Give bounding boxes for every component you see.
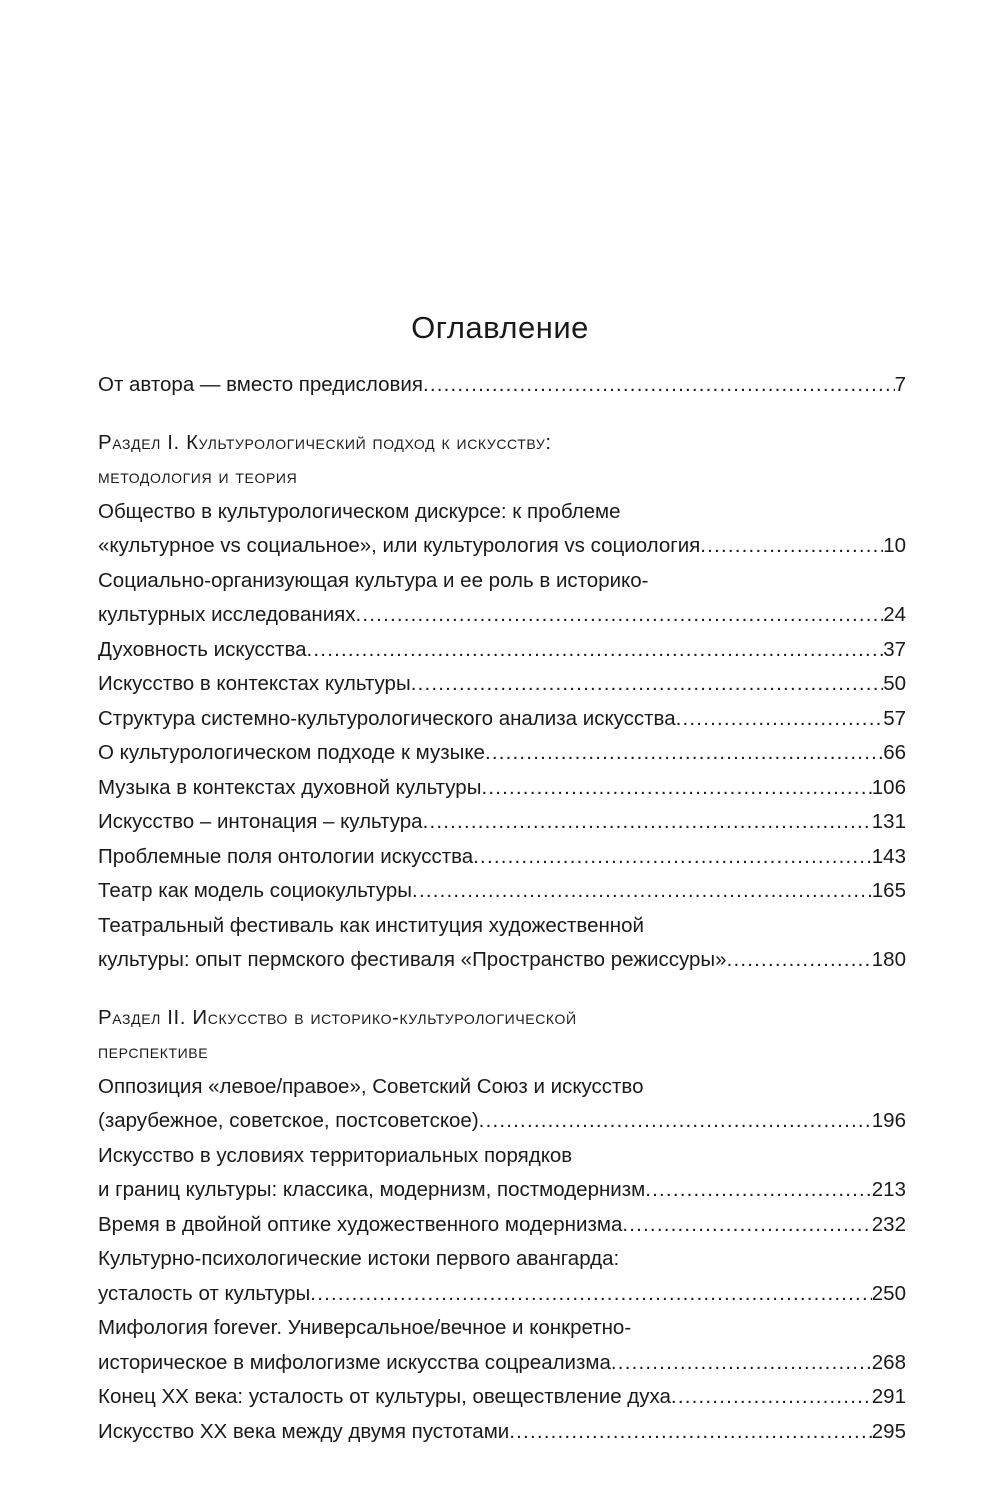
page-number: 143 bbox=[871, 844, 906, 868]
toc-line bbox=[98, 736, 906, 771]
dot-leader bbox=[479, 1104, 872, 1139]
toc-line bbox=[98, 495, 906, 530]
toc-entry[interactable] bbox=[98, 1311, 906, 1380]
entry-title: О культурологическом подходе к музыке bbox=[98, 741, 485, 764]
toc-line bbox=[98, 874, 906, 909]
entry-title: Культурно-психологические истоки первого авангарда: bbox=[98, 1247, 620, 1270]
page-number: 106 bbox=[871, 775, 906, 799]
toc-line bbox=[98, 1139, 906, 1174]
entry-title: Время в двойной оптике художественного модернизма bbox=[98, 1212, 623, 1236]
section-title: перспективе bbox=[98, 1040, 209, 1063]
dot-leader bbox=[700, 529, 883, 564]
page-number: 213 bbox=[871, 1178, 906, 1201]
toc-line bbox=[98, 368, 906, 403]
entry-title: Искусство – интонация – культура bbox=[98, 810, 423, 833]
toc-entry[interactable] bbox=[98, 495, 906, 564]
toc-line bbox=[98, 1380, 906, 1415]
dot-leader bbox=[423, 805, 872, 840]
entry-title: Искусство в условиях территориальных порядков bbox=[98, 1143, 573, 1167]
dot-leader bbox=[481, 771, 871, 806]
toc-line bbox=[98, 529, 906, 564]
toc-entry[interactable] bbox=[98, 702, 906, 737]
entry-title: Социально-организующая культура и ее роль в историко- bbox=[98, 568, 649, 592]
page-number: 250 bbox=[871, 1281, 906, 1305]
entry-title: Искусство в контекстах культуры bbox=[98, 672, 411, 695]
toc-entry[interactable] bbox=[98, 633, 906, 668]
toc-entry[interactable] bbox=[98, 1415, 906, 1450]
toc-entry[interactable] bbox=[98, 840, 906, 875]
entry-title: Искусство XX века между двумя пустотами bbox=[98, 1419, 510, 1443]
toc-line bbox=[98, 840, 906, 875]
section-heading bbox=[98, 1001, 906, 1070]
toc-line bbox=[98, 909, 906, 944]
toc-line bbox=[98, 943, 906, 978]
toc-entry[interactable] bbox=[98, 874, 906, 909]
page-number: 268 bbox=[871, 1350, 906, 1374]
dot-leader bbox=[676, 702, 884, 737]
entry-title: Театральный фестиваль как институция художественной bbox=[98, 913, 644, 937]
entry-title: От автора — вместо предисловия bbox=[98, 373, 423, 396]
toc-line bbox=[98, 564, 906, 599]
dot-leader bbox=[310, 1277, 871, 1312]
toc-entry[interactable] bbox=[98, 1380, 906, 1415]
entry-title: Театр как модель социокультуры bbox=[98, 879, 413, 902]
page-number: 7 bbox=[894, 373, 906, 396]
page-number: 295 bbox=[871, 1419, 906, 1443]
dot-leader bbox=[622, 1208, 871, 1243]
page-number: 24 bbox=[883, 603, 906, 626]
dot-leader bbox=[423, 368, 895, 403]
toc-entry[interactable] bbox=[98, 805, 906, 840]
toc-line bbox=[98, 1208, 906, 1243]
toc-line bbox=[98, 1001, 906, 1036]
toc-entry[interactable] bbox=[98, 736, 906, 771]
entry-title: историческое в мифологизме искусства соцреализма bbox=[98, 1350, 611, 1374]
toc-entry[interactable] bbox=[98, 909, 906, 978]
dot-leader bbox=[307, 633, 884, 668]
entry-title: Проблемные поля онтологии искусства bbox=[98, 844, 474, 868]
section-title: методология и теория bbox=[98, 465, 298, 488]
entry-title: культурных исследованиях bbox=[98, 603, 356, 626]
toc-entry[interactable] bbox=[98, 368, 906, 403]
entry-title: Музыка в контекстах духовной культуры bbox=[98, 775, 482, 799]
toc-line bbox=[98, 1242, 906, 1277]
dot-leader bbox=[356, 598, 884, 633]
page-number: 10 bbox=[883, 534, 906, 557]
toc-line bbox=[98, 702, 906, 737]
entry-title: (зарубежное, советское, постсоветское) bbox=[98, 1109, 479, 1132]
toc-line bbox=[98, 771, 906, 806]
toc-line bbox=[98, 633, 906, 668]
toc-entry[interactable] bbox=[98, 771, 906, 806]
page-number: 165 bbox=[871, 879, 906, 902]
entry-title: усталость от культуры bbox=[98, 1281, 311, 1305]
toc-entry[interactable] bbox=[98, 564, 906, 633]
section-gap bbox=[98, 978, 906, 1001]
dot-leader bbox=[509, 1415, 872, 1450]
toc-entry[interactable] bbox=[98, 1208, 906, 1243]
toc-line bbox=[98, 805, 906, 840]
page-number: 131 bbox=[871, 810, 906, 833]
dot-leader bbox=[412, 874, 872, 909]
toc-entry[interactable] bbox=[98, 667, 906, 702]
toc-line bbox=[98, 598, 906, 633]
entry-title: культуры: опыт пермского фестиваля «Пространство режиссуры» bbox=[98, 948, 727, 971]
dot-leader bbox=[411, 667, 884, 702]
toc-line bbox=[98, 1311, 906, 1346]
toc-line bbox=[98, 1035, 906, 1070]
toc-line bbox=[98, 1173, 906, 1208]
dot-leader bbox=[727, 943, 872, 978]
table-of-contents bbox=[98, 368, 906, 1449]
toc-line bbox=[98, 667, 906, 702]
dot-leader bbox=[473, 840, 872, 875]
entry-title: и границ культуры: классика, модернизм, постмодернизм bbox=[98, 1178, 646, 1201]
section-gap bbox=[98, 403, 906, 426]
entry-title: Мифология forever. Универсальное/вечное и конкретно- bbox=[98, 1316, 632, 1339]
page-number: 196 bbox=[871, 1109, 906, 1132]
entry-title: Духовность искусства bbox=[98, 637, 307, 661]
entry-title: Структура системно-культурологического анализа искусства bbox=[98, 706, 676, 730]
entry-title: Общество в культурологическом дискурсе: к проблеме bbox=[98, 499, 621, 523]
page-number: 180 bbox=[871, 948, 906, 971]
toc-line bbox=[98, 1277, 906, 1312]
toc-line bbox=[98, 460, 906, 495]
dot-leader bbox=[671, 1380, 872, 1415]
section-heading bbox=[98, 426, 906, 495]
dot-leader bbox=[611, 1346, 872, 1381]
page-number: 57 bbox=[883, 706, 906, 730]
section-title: Раздел II. Искусство в историко-культурологической bbox=[98, 1005, 577, 1029]
toc-line bbox=[98, 1415, 906, 1450]
toc-line bbox=[98, 1104, 906, 1139]
page-number: 50 bbox=[883, 672, 906, 695]
toc-line bbox=[98, 426, 906, 461]
page-number: 66 bbox=[883, 741, 906, 764]
dot-leader bbox=[485, 736, 883, 771]
toc-entry[interactable] bbox=[98, 1070, 906, 1139]
page-title: Оглавление bbox=[411, 310, 589, 345]
toc-line bbox=[98, 1346, 906, 1381]
entry-title: «культурное vs социальное», или культурология vs социология bbox=[98, 534, 701, 557]
section-title: Раздел I. Культурологический подход к искусству: bbox=[98, 430, 552, 454]
entry-title: Оппозиция «левое/правое», Советский Союз и искусство bbox=[98, 1074, 644, 1098]
page-number: 37 bbox=[883, 637, 906, 661]
entry-title: Конец XX века: усталость от культуры, овеществление духа bbox=[98, 1385, 671, 1408]
dot-leader bbox=[645, 1173, 872, 1208]
page-number: 291 bbox=[871, 1385, 906, 1408]
toc-entry[interactable] bbox=[98, 1242, 906, 1311]
page-number: 232 bbox=[871, 1212, 906, 1236]
toc-line bbox=[98, 1070, 906, 1105]
toc-entry[interactable] bbox=[98, 1139, 906, 1208]
